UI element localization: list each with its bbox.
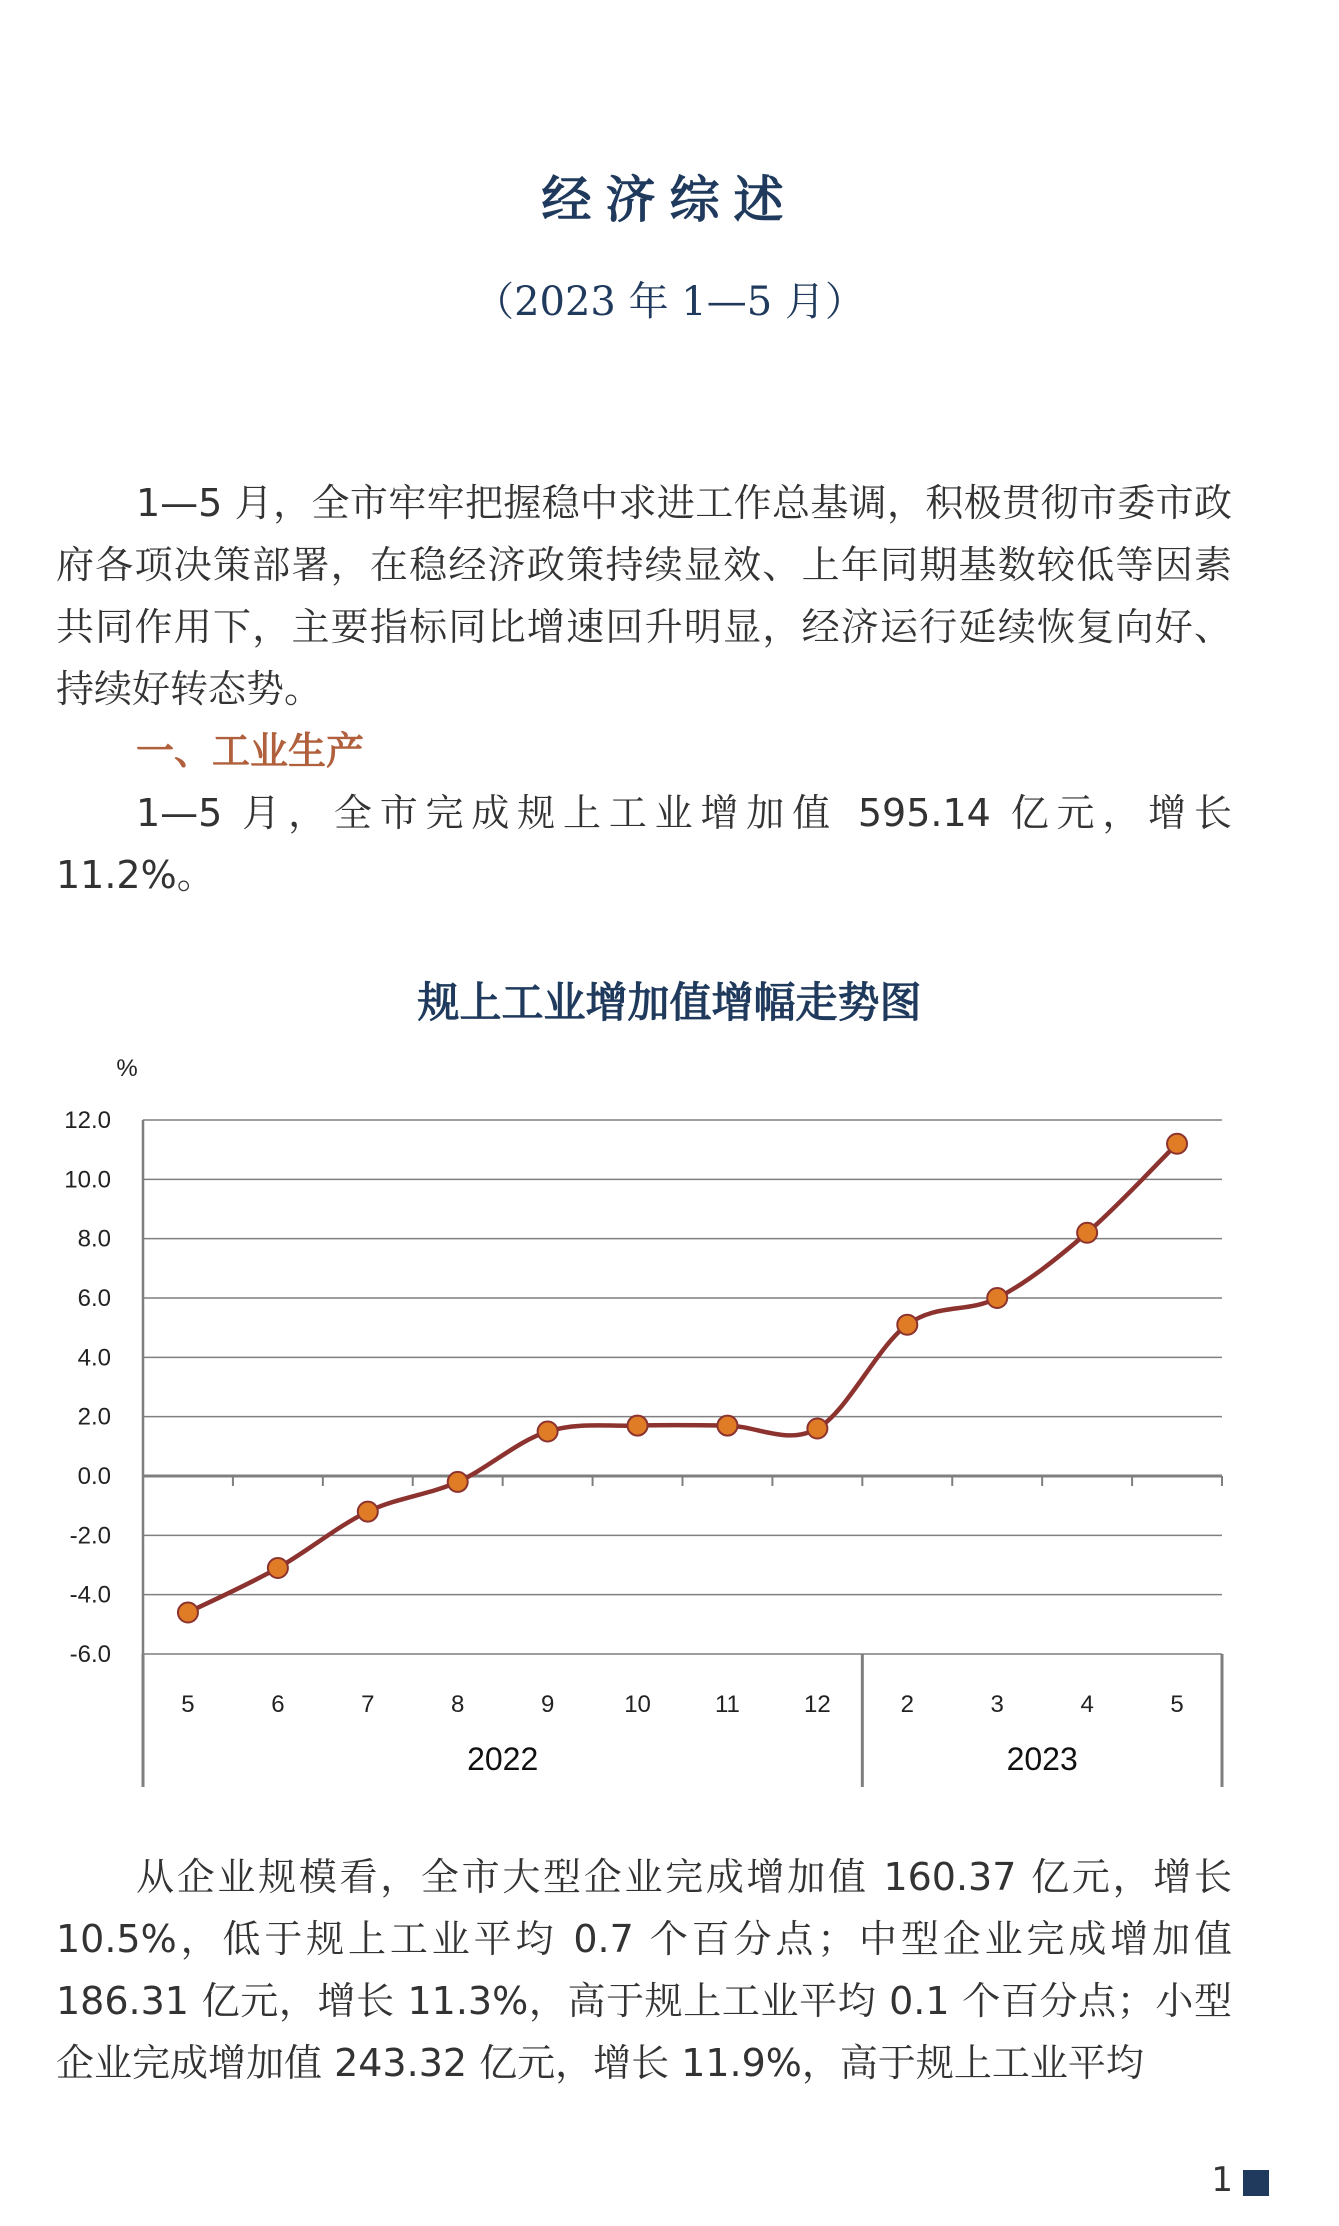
y-tick-label: 2.0 xyxy=(77,1403,111,1431)
intro-paragraph: 1—5 月，全市牢牢把握稳中求进工作总基调，积极贯彻市委市政府各项决策部署，在稳经济政策持续显效、上年同期基数较低等因素共同作用下，主要指标同比增速回升明显，经济运行延续恢复向好、持续好转态势。 xyxy=(56,481,1232,711)
page-title: 经济综述 xyxy=(541,171,798,229)
y-tick-label: 10.0 xyxy=(64,1166,111,1194)
data-point xyxy=(538,1422,558,1442)
data-point xyxy=(358,1502,378,1522)
series-line xyxy=(188,1144,1177,1613)
y-tick-label: 12.0 xyxy=(64,1107,111,1134)
x-tick-label: 6 xyxy=(271,1691,285,1718)
y-tick-label: 4.0 xyxy=(77,1344,111,1372)
group-label: 2022 xyxy=(467,1741,539,1777)
x-tick-label: 12 xyxy=(804,1691,831,1718)
group-label: 2023 xyxy=(1006,1741,1078,1777)
data-point xyxy=(1167,1134,1187,1154)
x-tick-label: 3 xyxy=(990,1691,1004,1718)
x-tick-label: 5 xyxy=(181,1691,195,1718)
y-tick-label: -6.0 xyxy=(69,1641,111,1668)
page-subtitle: （2023 年 1—5 月） xyxy=(474,279,865,325)
y-tick-label: 6.0 xyxy=(77,1285,111,1312)
data-point xyxy=(448,1472,468,1492)
y-tick-label: 0.0 xyxy=(77,1463,111,1490)
industry-paragraph: 1—5 月，全市完成规上工业增加值 595.14 亿元，增长 11.2%。 xyxy=(56,791,1232,897)
page-number: 1 xyxy=(1211,2160,1233,2200)
section-heading-industry: 一、工业生产 xyxy=(136,729,365,773)
data-point xyxy=(178,1602,198,1622)
x-tick-label: 7 xyxy=(361,1691,375,1718)
line-chart xyxy=(0,1040,1339,1800)
chart-title: 规上工业增加值增幅走势图 xyxy=(417,978,922,1027)
x-tick-label: 9 xyxy=(540,1691,555,1718)
x-tick-label: 2 xyxy=(900,1691,914,1718)
x-tick-label: 5 xyxy=(1170,1691,1184,1718)
data-point xyxy=(268,1558,288,1578)
page-marker-square xyxy=(1243,2170,1269,2196)
y-axis-unit: % xyxy=(116,1055,138,1082)
data-point xyxy=(807,1419,827,1439)
x-tick-label: 10 xyxy=(624,1691,651,1718)
data-point xyxy=(987,1288,1007,1308)
data-point xyxy=(897,1315,917,1335)
data-point xyxy=(1077,1223,1097,1243)
y-tick-label: 8.0 xyxy=(77,1225,111,1253)
x-tick-label: 4 xyxy=(1080,1691,1094,1718)
y-tick-label: -2.0 xyxy=(69,1522,111,1550)
y-tick-label: -4.0 xyxy=(69,1581,111,1609)
data-point xyxy=(717,1416,737,1436)
enterprise-scale-paragraph: 从企业规模看，全市大型企业完成增加值 160.37 亿元，增长 10.5%，低于规上工业平均 0.7 个百分点；中型企业完成增加值 186.31 亿元，增长 11.3%，高于规上工业平均 0.1 个百分点；小型企业完成增加值 243.32 亿元，增长 11.9%，高于规上工业平均 xyxy=(56,1855,1232,2085)
data-point xyxy=(628,1416,648,1436)
x-tick-label: 11 xyxy=(714,1691,740,1718)
x-tick-label: 8 xyxy=(451,1691,465,1718)
